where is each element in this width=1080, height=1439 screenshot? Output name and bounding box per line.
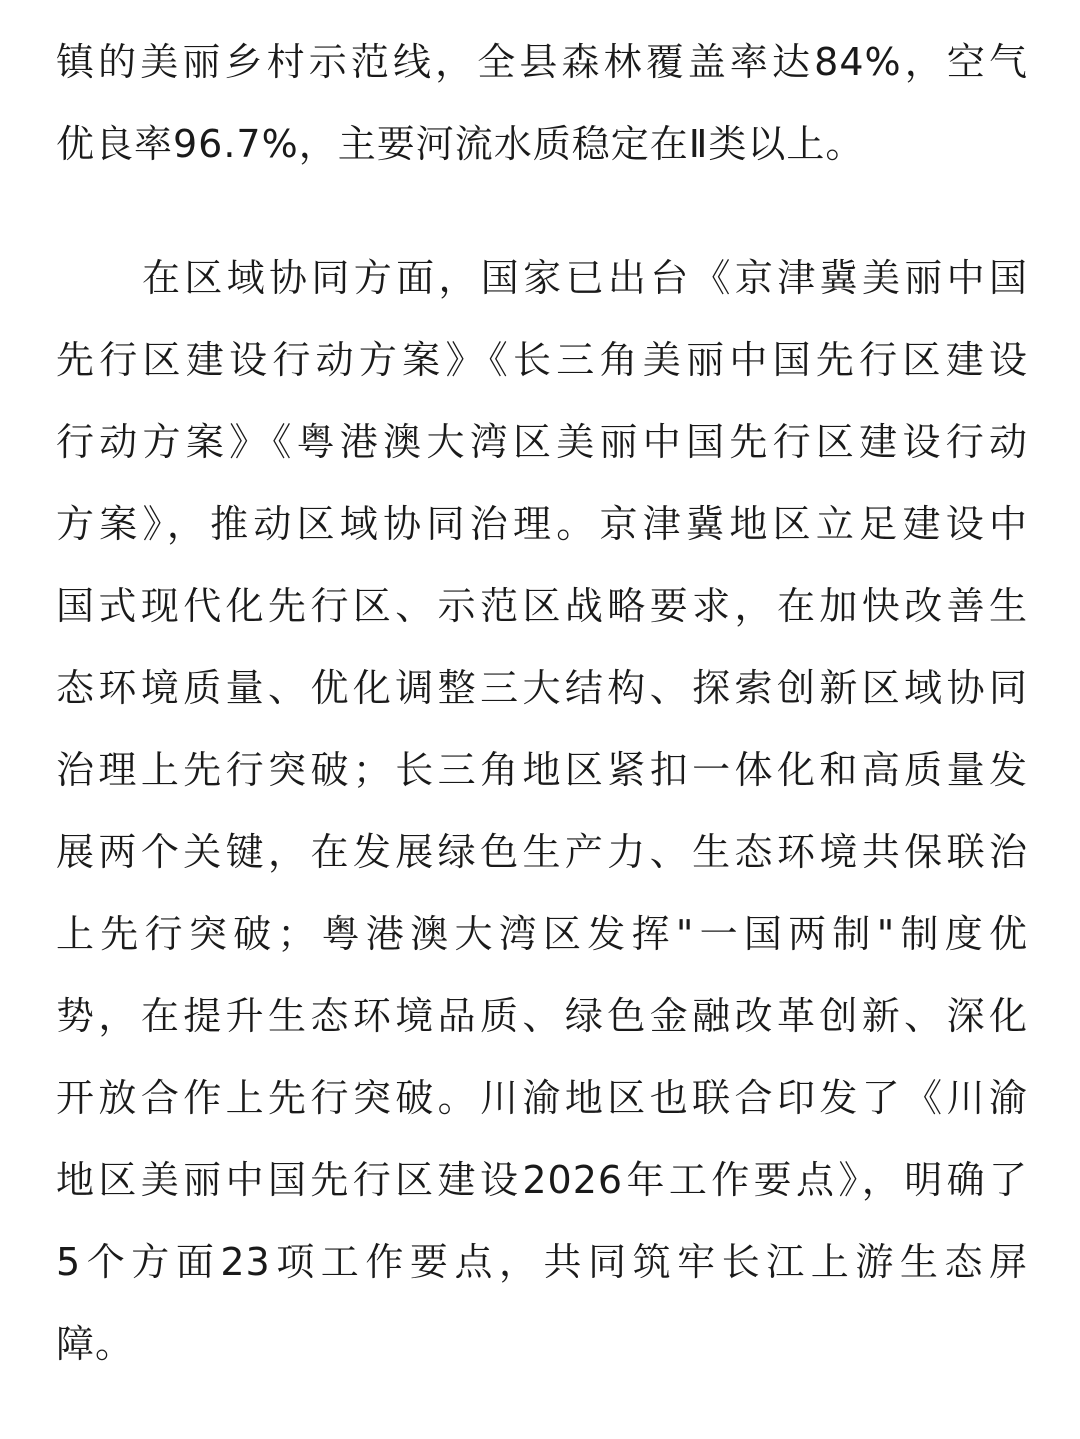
text-line: 障。 [56,1322,135,1366]
text-line: 5个方面23项工作要点，共同筑牢长江上游生态屏 [56,1240,1028,1284]
text-line: 行动方案》《粤港澳大湾区美丽中国先行区建设行动 [56,420,1028,464]
paragraph-regional-coordination [56,237,1028,1385]
text-line: 上先行突破；粤港澳大湾区发挥"一国两制"制度优 [56,912,1028,956]
text-line: 镇的美丽乡村示范线，全县森林覆盖率达84%，空气 [56,40,1028,84]
text-line: 治理上先行突破；长三角地区紧扣一体化和高质量发 [56,748,1028,792]
text-line: 方案》，推动区域协同治理。京津冀地区立足建设中 [56,502,1028,546]
text-line: 先行区建设行动方案》《长三角美丽中国先行区建设 [56,338,1028,382]
text-line: 国式现代化先行区、示范区战略要求，在加快改善生 [56,584,1028,628]
text-line: 在区域协同方面，国家已出台《京津冀美丽中国 [142,256,1028,300]
text-line: 地区美丽中国先行区建设2026年工作要点》，明确了 [56,1158,1028,1202]
article-body [56,21,1028,1385]
text-line: 展两个关键，在发展绿色生产力、生态环境共保联治 [56,830,1028,874]
text-line: 态环境质量、优化调整三大结构、探索创新区域协同 [56,666,1028,710]
paragraph-ecology-stats [56,21,1028,185]
text-line: 开放合作上先行突破。川渝地区也联合印发了《川渝 [56,1076,1028,1120]
text-line: 优良率96.7%，主要河流水质稳定在Ⅱ类以上。 [56,122,865,166]
text-line: 势，在提升生态环境品质、绿色金融改革创新、深化 [56,994,1028,1038]
